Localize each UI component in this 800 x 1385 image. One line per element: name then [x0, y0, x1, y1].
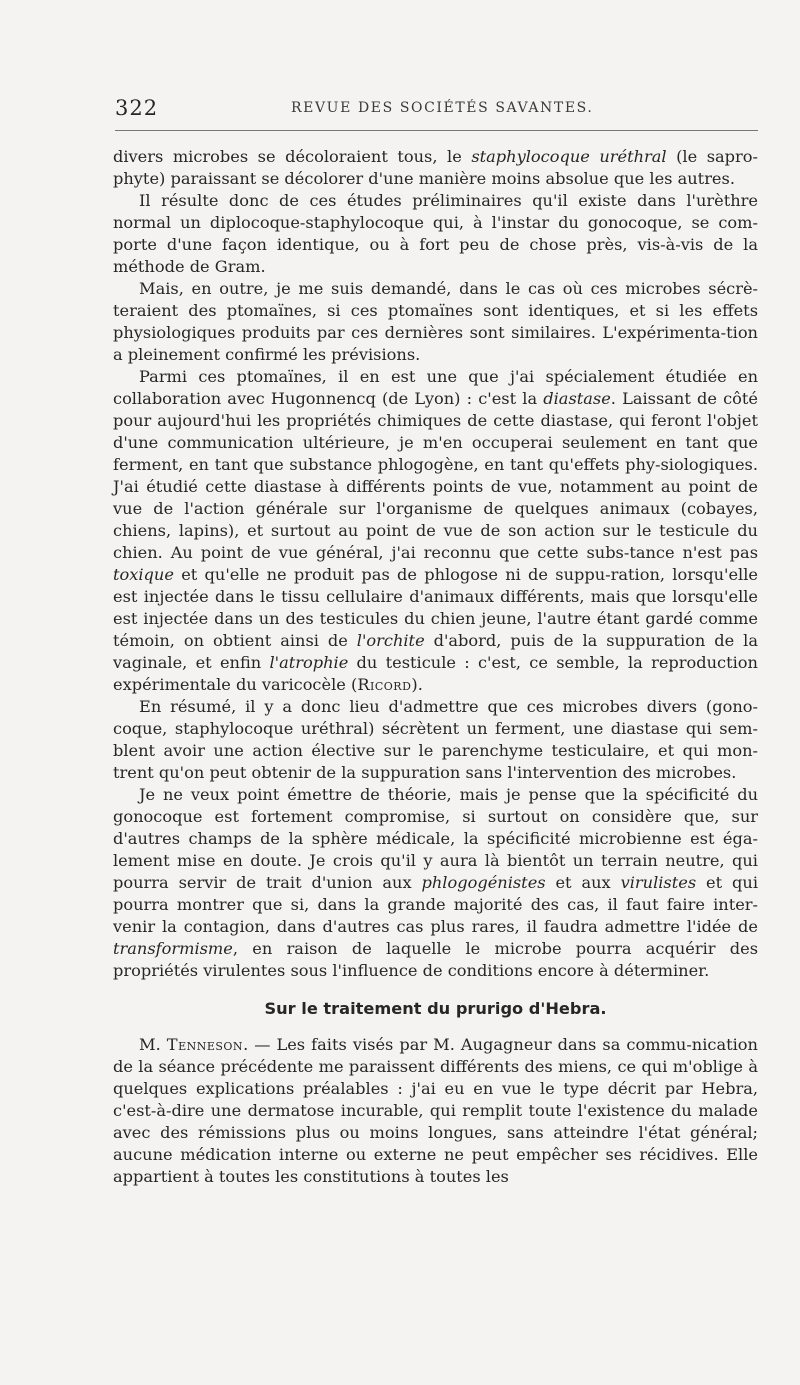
paragraph-6	[113, 784, 758, 982]
text-run: . — Les faits visés par M. Augagneur dans sa commu-nication de la séance précédente me paraissent différents des miens, ce qui m'oblige à quelques explications préalables : j'ai eu en vue le type décrit par Hebra, c'est-à-dire une dermatose incurable, qui remplit toute l'existence du malade avec des rémissions plus ou moins longues, sans atteindre l'état général; aucune médication interne ou externe ne peut empêcher ses récidives. Elle appartient à toutes les constitutions à toutes les	[113, 1035, 758, 1186]
section-title: Sur le traitement du prurigo d'Hebra.	[264, 999, 607, 1018]
italic-term: l'orchite	[356, 631, 425, 650]
paragraph-4	[113, 366, 758, 696]
text-run: et aux	[545, 873, 621, 892]
paragraph-2: Il résulte donc de ces études préliminaires qu'il existe dans l'urèthre normal un diplocoque-staphylocoque qui, à l'instar du gonocoque, se com-porte d'une façon identique, ou à fort peu de chose près, vis-à-vis de la méthode de Gram.	[113, 191, 758, 276]
text-run: Parmi ces ptomaïnes, il en est une que j'ai spécialement étudiée en collaboration avec Hugonnencq (de Lyon) : c'est la	[113, 367, 758, 408]
text-run: ).	[411, 675, 423, 694]
paragraph-5: En résumé, il y a donc lieu d'admettre que ces microbes divers (gono-coque, staphylocoque uréthral) sécrètent un ferment, une diastase qui sem-blent avoir une action élective sur le parenchyme testiculaire, et qui mon-trent qu'on peut obtenir de la suppuration sans l'intervention des microbes.	[113, 697, 758, 782]
text-run: , en raison de laquelle le microbe pourra acquérir des propriétés virulentes sous l'influence de conditions encore à déterminer.	[113, 939, 758, 980]
italic-term: diastase	[543, 389, 611, 408]
running-title: REVUE DES SOCIÉTÉS SAVANTES.	[291, 100, 594, 116]
italic-term: virulistes	[620, 873, 697, 892]
italic-term: staphylocoque uréthral	[471, 147, 667, 166]
page-header	[115, 96, 758, 128]
header-rule	[115, 130, 758, 131]
text-run: divers microbes se décoloraient tous, le	[113, 147, 472, 166]
author-name: Ricord	[357, 675, 412, 694]
text-run: (le sapro-phyte) paraissant se décolorer d'une manière moins absolue que les autres.	[113, 147, 758, 188]
speaker-name: Tenneson	[166, 1035, 244, 1054]
italic-term: toxique	[113, 565, 174, 584]
italic-term: l'atrophie	[269, 653, 349, 672]
text-run: . Laissant de côté pour aujourd'hui les propriétés chimiques de cette diastase, qui feront l'objet d'une communication ultérieure, je m'en occuperai seulement en tant que ferment, en tant que substance phlogogène, en tant qu'effets phy-siologiques. J'ai étudié cette diastase à différents points de vue, notamment au point de vue de l'action générale sur l'organisme de quelques animaux (cobayes, chiens, lapins), et surtout au point de vue de son action sur le testicule du chien. Au point de vue général, j'ai reconnu que cette subs-tance n'est pas	[113, 389, 758, 562]
article-body	[113, 146, 758, 1188]
text-run: M.	[139, 1035, 167, 1054]
text-run: Je ne veux point émettre de théorie, mais je pense que la spécificité du gonocoque est fortement compromise, si surtout on considère que, sur d'autres champs de la sphère médicale, la spécificité microbienne est éga-lement mise en doute. Je crois qu'il y aura là bientôt un terrain neutre, qui pourra servir de trait d'union aux	[113, 785, 758, 892]
italic-term: phlogogénistes	[421, 873, 546, 892]
italic-term: transformisme	[113, 939, 233, 958]
paragraph-1	[113, 146, 758, 190]
text-run: d'abord, puis de la suppuration de la vaginale, et enfin	[113, 631, 758, 672]
text-run: et qui pourra montrer que si, dans la grande majorité des cas, il faut faire inter-venir la contagion, dans d'autres cas plus rares, il faudra admettre l'idée de	[113, 873, 758, 936]
paragraph-3: Mais, en outre, je me suis demandé, dans le cas où ces microbes sécrè-teraient des ptomaïnes, si ces ptomaïnes sont identiques, et si les effets physiologiques produits par ces dernières sont similaires. L'expérimenta-tion a pleinement confirmé les prévisions.	[113, 279, 758, 364]
text-run: du testicule : c'est, ce semble, la reproduction expérimentale du varicocèle (	[113, 653, 758, 694]
text-run: et qu'elle ne produit pas de phlogose ni de suppu-ration, lorsqu'elle est injectée dans le tissu cellulaire d'animaux différents, mais que lorsqu'elle est injectée dans un des testicules du chien jeune, l'autre étant gardé comme témoin, on obtient ainsi de	[113, 565, 758, 650]
paragraph-7	[113, 1034, 758, 1188]
page-number: 322	[115, 96, 159, 120]
